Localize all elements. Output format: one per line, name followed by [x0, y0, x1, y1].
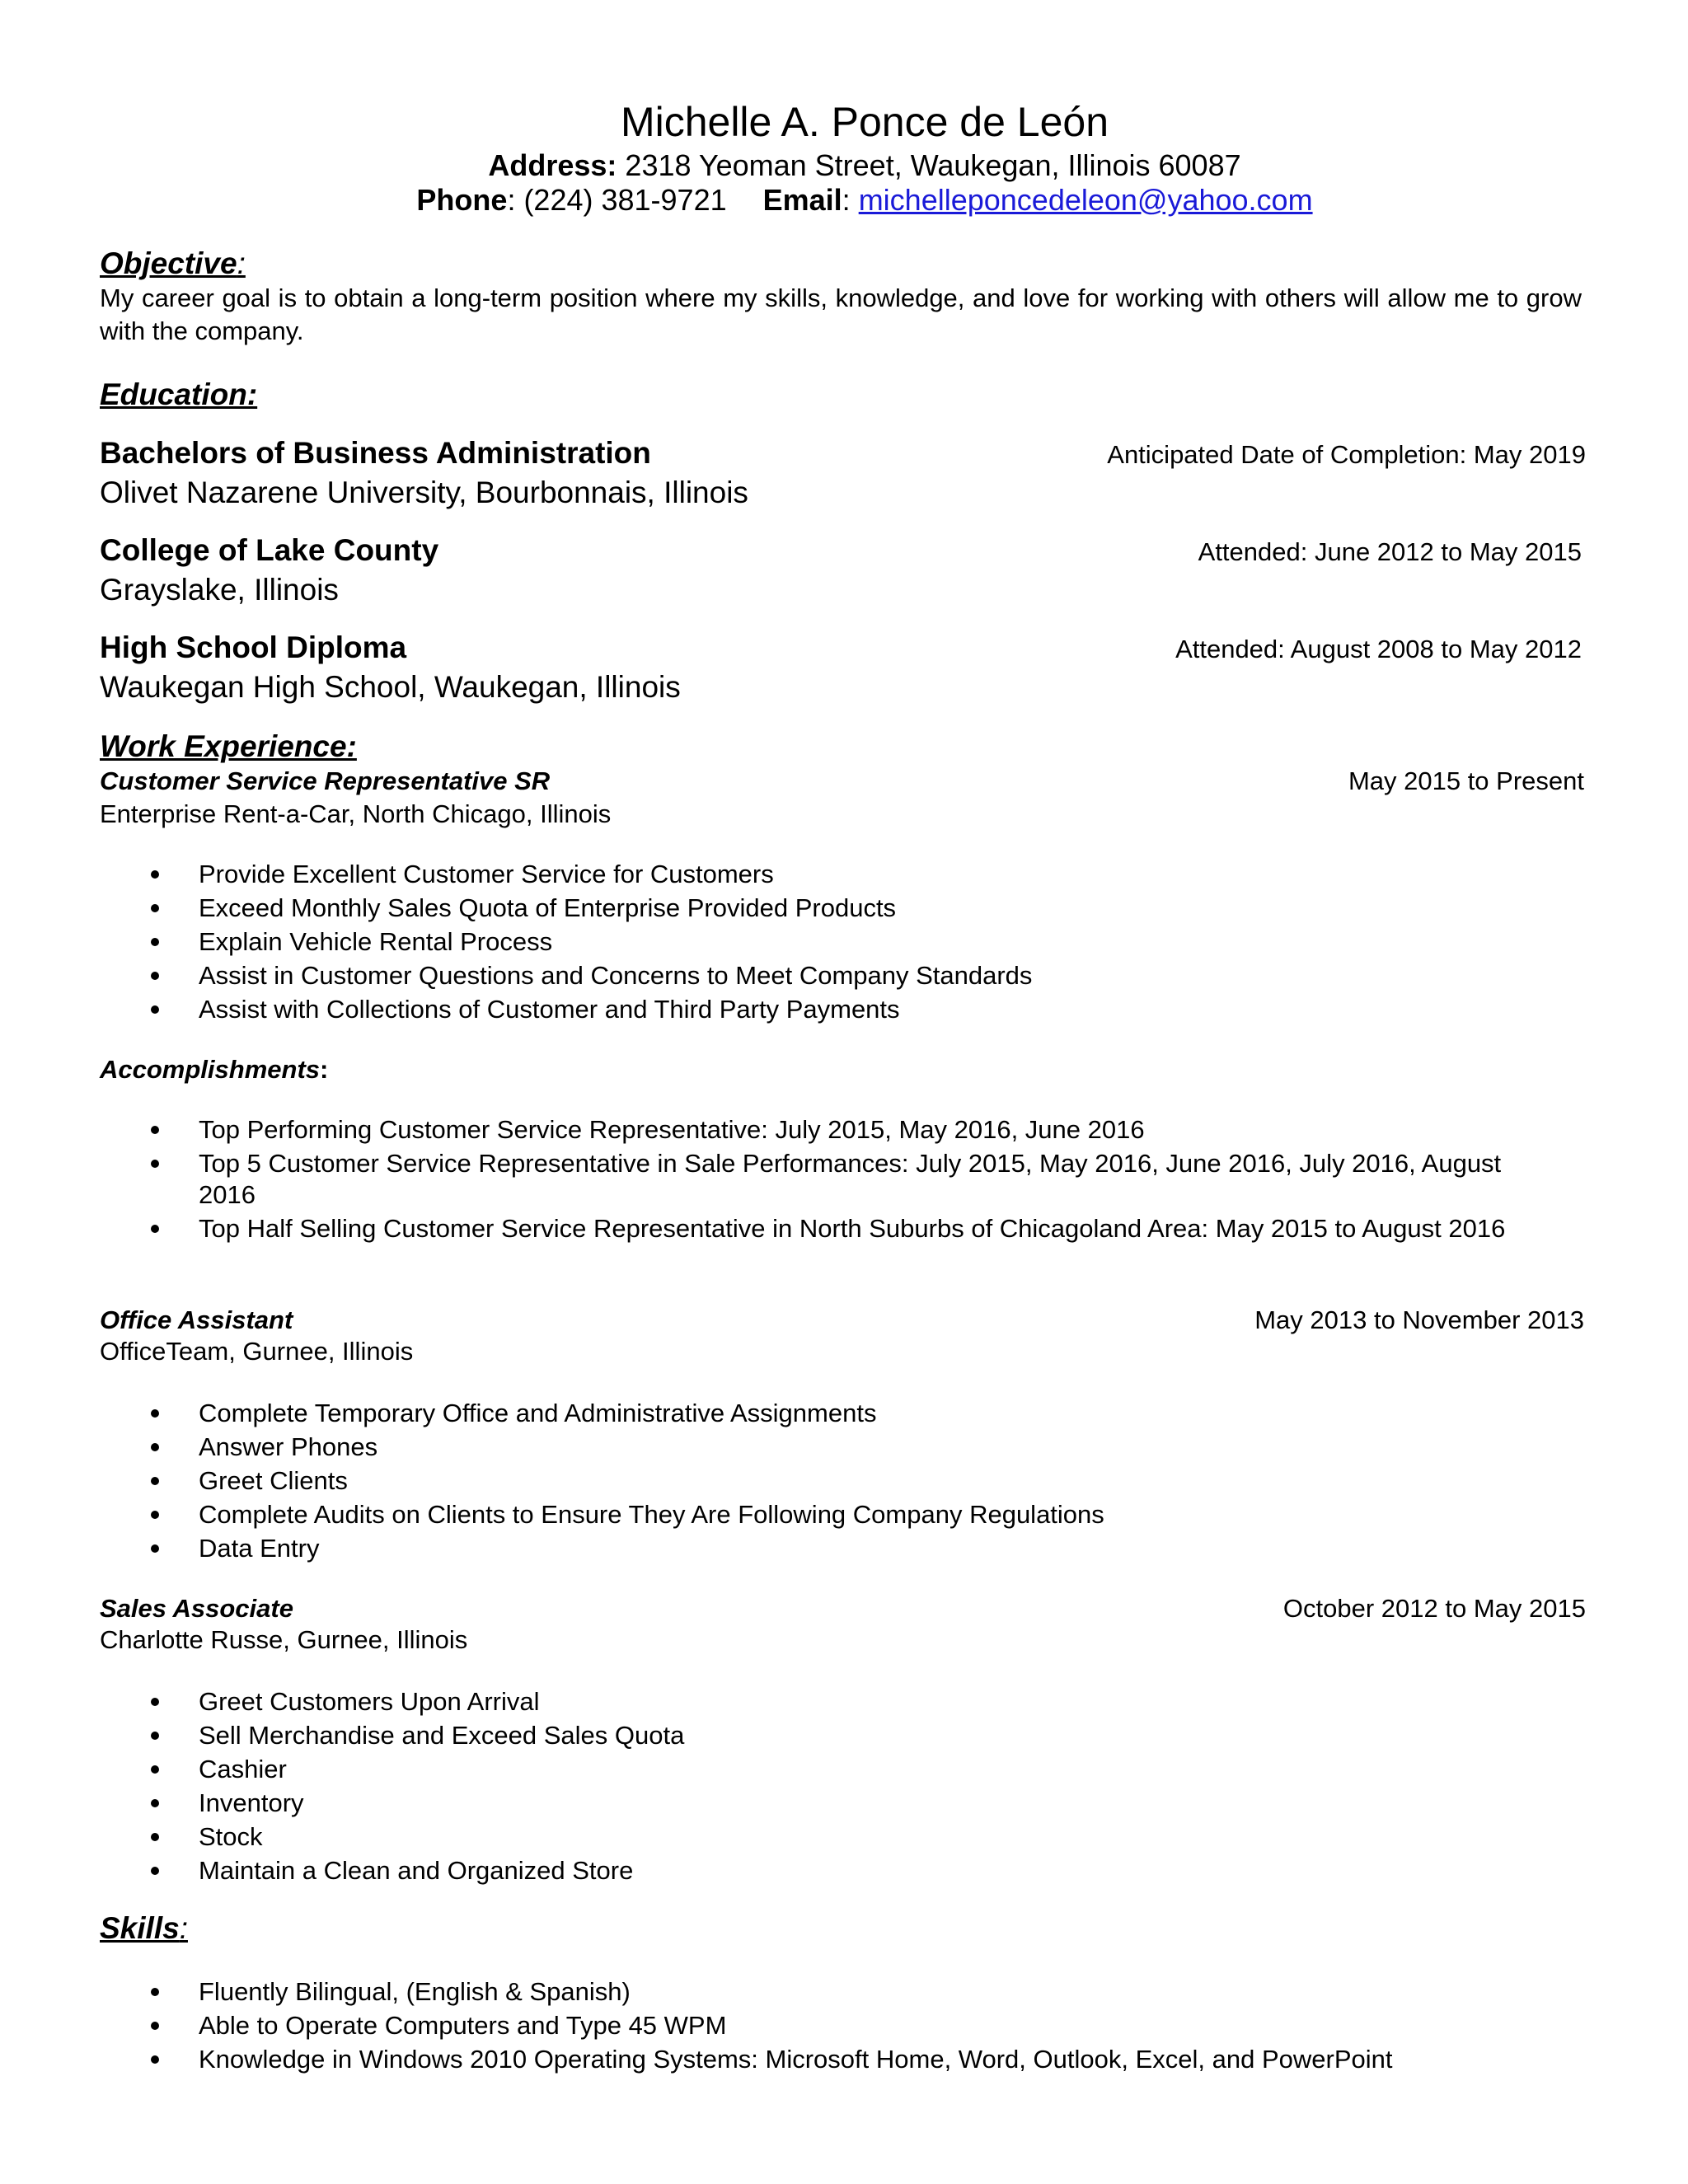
address-line	[0, 148, 1688, 183]
bullet-icon	[151, 1698, 159, 1706]
list-item	[0, 1499, 1688, 1530]
bullet-icon	[151, 972, 159, 980]
address-value: 2318 Yeoman Street, Waukegan, Illinois 60087	[617, 148, 1241, 182]
education-title: High School Diploma	[100, 630, 407, 664]
phone-label: Phone	[416, 183, 508, 217]
education-place: Grayslake, Illinois	[100, 573, 339, 607]
list-item-text: Exceed Monthly Sales Quota of Enterprise Provided Products	[199, 893, 897, 922]
bullet-icon	[151, 1867, 159, 1875]
list-item-text: Knowledge in Windows 2010 Operating Systems: Microsoft Home, Word, Outlook, Excel, and PowerPoint	[199, 2045, 1393, 2074]
job-date: May 2013 to November 2013	[1254, 1305, 1584, 1334]
list-item	[0, 1720, 1688, 1751]
education-date: Attended: June 2012 to May 2015	[1198, 537, 1582, 566]
list-item	[0, 1533, 1688, 1564]
address-label: Address:	[488, 148, 617, 182]
objective-heading	[100, 246, 246, 282]
list-item-text: Complete Audits on Clients to Ensure They Are Following Company Regulations	[199, 1500, 1104, 1529]
job-title: Sales Associate	[100, 1594, 293, 1623]
job-date: October 2012 to May 2015	[1282, 1594, 1586, 1623]
candidate-name: Michelle A. Ponce de León	[620, 99, 1109, 145]
bullet-icon	[151, 1477, 159, 1485]
bullet-icon	[151, 1833, 159, 1841]
bullet-icon	[151, 1988, 159, 1996]
bullet-icon	[151, 2055, 159, 2064]
job-duties-list	[0, 1398, 1688, 1567]
bullet-icon	[151, 1409, 159, 1418]
phone-value: : (224) 381-9721	[507, 183, 727, 217]
list-item	[0, 1754, 1688, 1785]
objective-heading-colon: :	[237, 246, 246, 280]
list-item-text: Assist with Collections of Customer and Third Party Payments	[199, 995, 900, 1024]
list-item	[0, 2010, 1688, 2041]
list-item-text: Inventory	[199, 1788, 304, 1817]
education-title: College of Lake County	[100, 533, 439, 567]
list-item	[0, 2044, 1688, 2075]
list-item-text: Sell Merchandise and Exceed Sales Quota	[199, 1721, 685, 1750]
list-item-text: Data Entry	[199, 1534, 320, 1563]
bullet-icon	[151, 1005, 159, 1014]
accomplishments-colon: :	[320, 1055, 329, 1084]
list-item	[0, 1976, 1688, 2008]
list-item-text: Maintain a Clean and Organized Store	[199, 1856, 634, 1885]
education-heading: Education:	[100, 377, 258, 411]
accomplishments-list	[0, 1114, 1688, 1247]
bullet-icon	[151, 870, 159, 879]
list-item	[0, 1148, 1688, 1211]
list-item-text: Top Performing Customer Service Representative: July 2015, May 2016, June 2016	[199, 1115, 1145, 1144]
list-item	[0, 1788, 1688, 1819]
objective-text: My career goal is to obtain a long-term position where my skills, knowledge, and love for working with others will allow me to grow with the company.	[100, 284, 1582, 345]
list-item	[0, 1821, 1688, 1853]
list-item-text: Greet Clients	[199, 1466, 348, 1495]
job-employer: OfficeTeam, Gurnee, Illinois	[100, 1337, 414, 1366]
accomplishments-label: Accomplishments	[100, 1055, 321, 1084]
bullet-icon	[151, 1443, 159, 1451]
list-item-text: Assist in Customer Questions and Concerns to Meet Company Standards	[199, 961, 1033, 990]
job-duties-list	[0, 1686, 1688, 1889]
list-item	[0, 926, 1688, 958]
list-item-text: Top 5 Customer Service Representative in Sale Performances: July 2015, May 2016, June 2016, July 2016, August 2016	[199, 1149, 1502, 1209]
list-item-text: Complete Temporary Office and Administrative Assignments	[199, 1399, 877, 1427]
email-separator: :	[842, 183, 859, 217]
list-item	[0, 994, 1688, 1025]
list-item-text: Top Half Selling Customer Service Representative in North Suburbs of Chicagoland Area: May 2015 to August 2016	[199, 1214, 1506, 1243]
list-item-text: Cashier	[199, 1755, 287, 1783]
bullet-icon	[151, 1511, 159, 1519]
email-link[interactable]: michelleponcedeleon@yahoo.com	[858, 183, 1313, 217]
email-label: Email	[762, 183, 842, 217]
bullet-icon	[151, 2022, 159, 2030]
bullet-icon	[151, 1765, 159, 1774]
list-item-text: Provide Excellent Customer Service for Customers	[199, 860, 774, 888]
job-employer: Charlotte Russe, Gurnee, Illinois	[100, 1625, 468, 1654]
education-place: Olivet Nazarene University, Bourbonnais, Illinois	[100, 476, 748, 509]
list-item	[0, 1213, 1688, 1244]
list-item-text: Answer Phones	[199, 1432, 378, 1461]
list-item-text: Fluently Bilingual, (English & Spanish)	[199, 1977, 631, 2006]
job-employer: Enterprise Rent-a-Car, North Chicago, Illinois	[100, 799, 612, 828]
list-item-text: Greet Customers Upon Arrival	[199, 1687, 540, 1716]
education-place: Waukegan High School, Waukegan, Illinois	[100, 670, 681, 704]
objective-heading-text: Objective	[100, 246, 237, 280]
list-item	[0, 1398, 1688, 1429]
bullet-icon	[151, 938, 159, 946]
list-item	[0, 893, 1688, 924]
accomplishments-heading	[100, 1053, 328, 1086]
bullet-icon	[151, 1126, 159, 1134]
bullet-icon	[151, 1799, 159, 1807]
bullet-icon	[151, 1544, 159, 1553]
list-item	[0, 1855, 1688, 1886]
list-item-text: Able to Operate Computers and Type 45 WPM	[199, 2011, 727, 2040]
skills-heading-text: Skills	[100, 1911, 180, 1945]
skills-heading	[100, 1910, 188, 1947]
list-item-text: Explain Vehicle Rental Process	[199, 927, 553, 956]
job-duties-list	[0, 859, 1688, 1028]
list-item	[0, 859, 1688, 890]
job-date: May 2015 to Present	[1348, 766, 1584, 795]
list-item	[0, 1114, 1688, 1146]
list-item-text: Stock	[199, 1822, 263, 1851]
contact-line	[0, 183, 1688, 218]
list-item	[0, 1432, 1688, 1463]
list-item	[0, 1686, 1688, 1718]
skills-heading-colon: :	[179, 1911, 188, 1945]
list-item	[0, 960, 1688, 991]
job-title: Office Assistant	[100, 1305, 293, 1334]
job-title: Customer Service Representative SR	[100, 766, 551, 795]
bullet-icon	[151, 1225, 159, 1233]
skills-list	[0, 1976, 1688, 2078]
list-item	[0, 1465, 1688, 1497]
bullet-icon	[151, 904, 159, 912]
bullet-icon	[151, 1160, 159, 1168]
education-date: Anticipated Date of Completion: May 2019	[1107, 440, 1586, 469]
education-date: Attended: August 2008 to May 2012	[1175, 635, 1582, 663]
work-experience-heading: Work Experience:	[100, 729, 357, 763]
education-title: Bachelors of Business Administration	[100, 436, 651, 470]
bullet-icon	[151, 1732, 159, 1740]
